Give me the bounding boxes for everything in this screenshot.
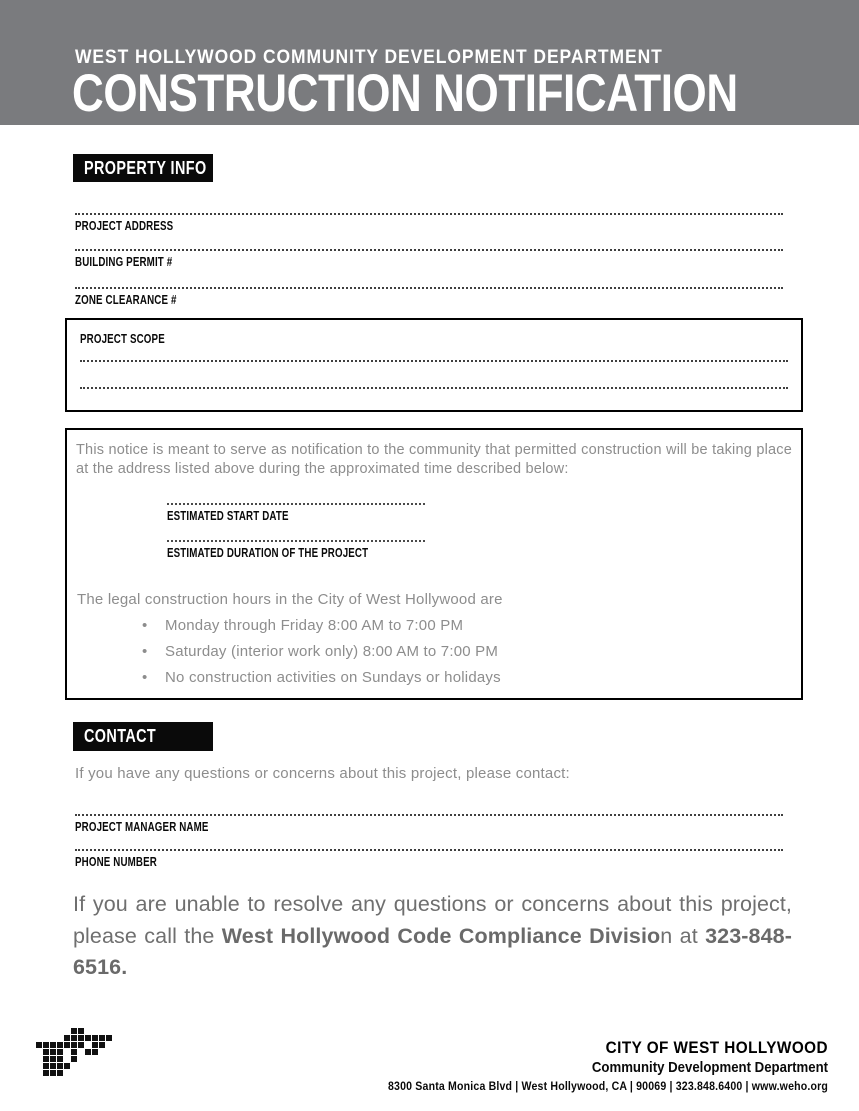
estimated-start-date-field	[167, 503, 425, 525]
field-label: PROJECT ADDRESS	[75, 218, 174, 233]
field-label: ESTIMATED START DATE	[167, 508, 289, 523]
fill-in-line	[167, 503, 425, 505]
hours-item	[142, 617, 463, 634]
escalation-division: West Hollywood Code Compliance Divisio	[221, 923, 661, 948]
footer-department: Community Development Department	[591, 1059, 828, 1076]
field-label: ESTIMATED DURATION OF THE PROJECT	[167, 545, 369, 560]
escalation-paragraph	[73, 889, 792, 984]
footer-address-line: 8300 Santa Monica Blvd | West Hollywood, CA | 90069 | 323.848.6400 | www.weho.org	[387, 1079, 828, 1093]
page-title: CONSTRUCTION NOTIFICATION	[72, 64, 738, 123]
bullet-icon: •	[142, 617, 148, 634]
field-label: PROJECT MANAGER NAME	[75, 819, 209, 834]
section-label-text: PROPERTY INFO	[84, 158, 207, 178]
escalation-mid: n at	[660, 923, 706, 948]
project-manager-name-field	[75, 814, 783, 836]
bullet-icon: •	[142, 643, 148, 660]
contact-intro: If you have any questions or concerns about this project, please contact:	[75, 765, 570, 782]
department-name: WEST HOLLYWOOD COMMUNITY DEVELOPMENT DEPARTMENT	[75, 47, 663, 68]
hours-item-text: Saturday (interior work only) 8:00 AM to 7:00 PM	[165, 643, 499, 660]
field-label: PROJECT SCOPE	[80, 331, 165, 346]
field-label: PHONE NUMBER	[75, 854, 157, 869]
escalation-pre: If you are unable to resolve any questions or concerns about this project, please call the	[73, 892, 792, 948]
footer-block	[328, 1038, 828, 1093]
footer-city-name: CITY OF WEST HOLLYWOOD	[605, 1038, 828, 1057]
section-label-contact	[73, 722, 213, 751]
fill-in-line	[75, 849, 783, 851]
estimated-duration-field	[167, 540, 425, 562]
escalation-phone: 323-848-6516.	[73, 923, 792, 979]
field-label: BUILDING PERMIT #	[75, 254, 173, 269]
project-address-field	[75, 213, 783, 235]
section-label-property-info	[73, 154, 213, 182]
header-band	[0, 0, 859, 125]
hours-item-text: No construction activities on Sundays or holidays	[165, 669, 501, 686]
bullet-icon: •	[142, 669, 148, 686]
project-scope-box	[65, 318, 803, 412]
hours-item	[142, 643, 498, 660]
fill-in-line	[75, 814, 783, 816]
fill-in-line	[75, 213, 783, 215]
weho-pixel-logo	[36, 1028, 113, 1077]
phone-number-field	[75, 849, 783, 871]
fill-in-line	[75, 287, 783, 289]
field-label: ZONE CLEARANCE #	[75, 292, 177, 307]
building-permit-field	[75, 249, 783, 271]
fill-in-line	[167, 540, 425, 542]
notice-box	[65, 428, 803, 700]
fill-in-line	[75, 249, 783, 251]
notice-paragraph: This notice is meant to serve as notification to the community that permitted construction will be taking place at the address listed above during the approximated time described below:	[76, 442, 792, 477]
hours-item	[142, 669, 501, 686]
hours-heading: The legal construction hours in the City of West Hollywood are	[77, 591, 503, 608]
fill-in-line	[80, 360, 788, 362]
zone-clearance-field	[75, 287, 783, 309]
hours-item-text: Monday through Friday 8:00 AM to 7:00 PM	[165, 617, 464, 634]
section-label-text: CONTACT	[84, 726, 157, 746]
fill-in-line	[80, 387, 788, 389]
